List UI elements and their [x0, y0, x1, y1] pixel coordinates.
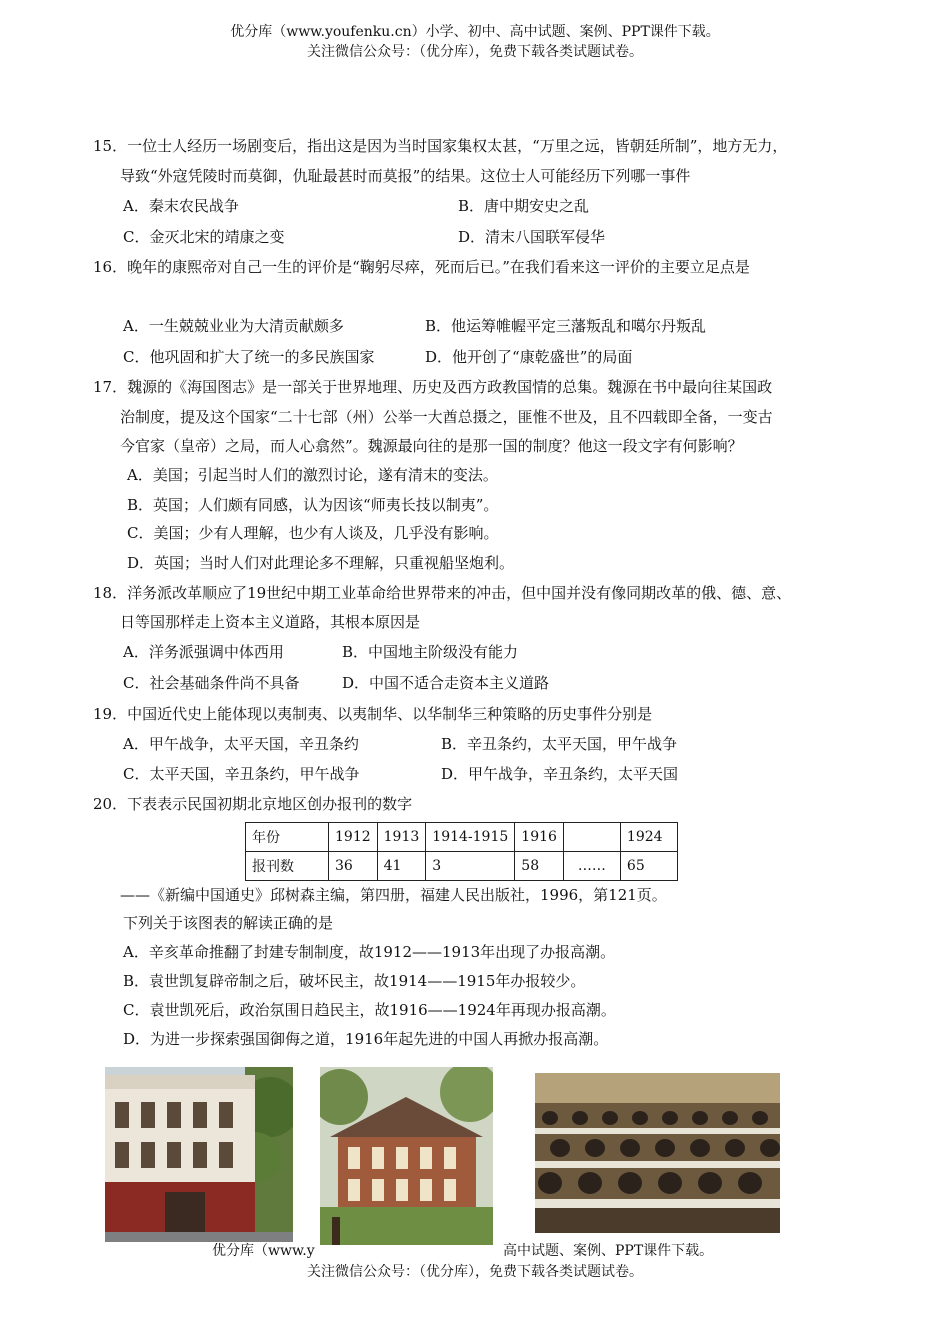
table-row-counts	[246, 852, 678, 881]
q17-stem-line-2: 治制度，提及这个国家“二十七部（州）公举一大酋总摄之，匪惟不世及，且不四载即全备，一变古	[120, 408, 773, 426]
table-cell: 41	[377, 852, 426, 881]
q18-option-c: C．社会基础条件尚不具备	[123, 674, 300, 692]
q15-stem-line-1: 15．一位士人经历一场剧变后，指出这是因为当时国家集权太甚，“万里之远，皆朝廷所制”，地方无力，	[93, 137, 788, 155]
q20-prompt: 下列关于该图表的解读正确的是	[123, 914, 334, 932]
q17-option-c: C．美国；少有人理解，也少有人谈及，几乎没有影响。	[127, 524, 499, 542]
table-cell: 1916	[515, 823, 564, 852]
q20-option-b: B．袁世凯复辟帝制之后，破坏民主，故1914——1915年办报较少。	[123, 972, 586, 990]
q18-stem-line-1: 18．洋务派改革顺应了19世纪中期工业革命给世界带来的冲击，但中国并没有像同期改革的俄、德、意、	[93, 584, 792, 602]
table-cell: 36	[329, 852, 378, 881]
q15-option-b: B．唐中期安史之乱	[458, 197, 590, 215]
q19-option-a: A．甲午战争，太平天国，辛丑条约	[123, 735, 359, 753]
footer-line-1-right: 高中试题、案例、PPT课件下载。	[503, 1243, 714, 1259]
table-cell: 1912	[329, 823, 378, 852]
q19-option-c: C．太平天国，辛丑条约，甲午战争	[123, 765, 360, 783]
table-cell: 1913	[377, 823, 426, 852]
header-line-1: 优分库（www.youfenku.cn）小学、初中、高中试题、案例、PPT课件下载。	[230, 24, 720, 40]
q17-option-a: A．美国；引起当时人们的激烈讨论，遂有清末的变法。	[127, 466, 498, 484]
table-cell: 3	[426, 852, 515, 881]
table-cell	[563, 823, 620, 852]
pavilion-building-photo	[320, 1067, 493, 1245]
meeting-hall-photo	[535, 1073, 780, 1233]
q20-option-c: C．袁世凯死后，政治氛围日趋民主，故1916——1924年再现办报高潮。	[123, 1001, 616, 1019]
q19-option-b: B．辛丑条约，太平天国，甲午战争	[441, 735, 678, 753]
q17-option-d: D．英国；当时人们对此理论多不理解，只重视船坚炮利。	[127, 554, 515, 572]
table-row-years	[246, 823, 678, 852]
table-cell: 1924	[620, 823, 677, 852]
q16-option-b: B．他运筹帷幄平定三藩叛乱和噶尔丹叛乱	[425, 317, 707, 335]
building-street-photo	[105, 1067, 293, 1242]
q16-option-c: C．他巩固和扩大了统一的多民族国家	[123, 348, 375, 366]
q15-option-d: D．清末八国联军侵华	[458, 228, 606, 246]
q18-option-d: D．中国不适合走资本主义道路	[342, 674, 550, 692]
footer-line-1-left: 优分库（www.y	[212, 1243, 315, 1259]
footer-line-2: 关注微信公众号：（优分库），免费下载各类试题试卷。	[307, 1264, 643, 1280]
q18-stem-line-2: 日等国那样走上资本主义道路，其根本原因是	[120, 613, 421, 631]
newspaper-count-table	[245, 822, 678, 881]
q20-option-a: A．辛亥革命推翻了封建专制制度，故1912——1913年出现了办报高潮。	[123, 943, 616, 961]
q15-option-a: A．秦末农民战争	[123, 197, 239, 215]
q18-option-b: B．中国地主阶级没有能力	[342, 643, 519, 661]
q20-option-d: D．为进一步探索强国御侮之道，1916年起先进的中国人再掀办报高潮。	[123, 1030, 609, 1048]
q15-option-c: C．金灭北宋的靖康之变	[123, 228, 285, 246]
q16-option-d: D．他开创了“康乾盛世”的局面	[425, 348, 633, 366]
q16-stem-line-1: 16．晚年的康熙帝对自己一生的评价是“鞠躬尽瘁，死而后已。”在我们看来这一评价的主要立足点是	[93, 258, 750, 276]
table-cell: 报刊数	[246, 852, 329, 881]
table-cell: ……	[563, 852, 620, 881]
q15-stem-line-2: 导致“外寇凭陵时而莫御，仇耻最甚时而莫报”的结果。这位士人可能经历下列哪一事件	[120, 167, 691, 185]
table-cell: 65	[620, 852, 677, 881]
q20-stem-line-1: 20．下表表示民国初期北京地区创办报刊的数字	[93, 795, 413, 813]
header-line-2: 关注微信公众号：（优分库），免费下载各类试题试卷。	[307, 44, 643, 60]
table-cell: 1914-1915	[426, 823, 515, 852]
q20-source-citation: ——《新编中国通史》邱树森主编，第四册，福建人民出版社，1996，第121页。	[120, 886, 667, 904]
q17-option-b: B．英国；人们颇有同感，认为因该“师夷长技以制夷”。	[127, 496, 499, 514]
q17-stem-line-3: 今官家（皇帝）之局，而人心翕然”。魏源最向往的是那一国的制度？他这一段文字有何影响？	[120, 437, 743, 455]
q19-stem-line-1: 19．中国近代史上能体现以夷制夷、以夷制华、以华制华三种策略的历史事件分别是	[93, 705, 653, 723]
table-cell: 年份	[246, 823, 329, 852]
q17-stem-line-1: 17．魏源的《海国图志》是一部关于世界地理、历史及西方政教国情的总集。魏源在书中最向往某国政	[93, 378, 773, 396]
q19-option-d: D．甲午战争，辛丑条约，太平天国	[441, 765, 679, 783]
table-cell: 58	[515, 852, 564, 881]
q18-option-a: A．洋务派强调中体西用	[123, 643, 284, 661]
q16-option-a: A．一生兢兢业业为大清贡献颇多	[123, 317, 344, 335]
